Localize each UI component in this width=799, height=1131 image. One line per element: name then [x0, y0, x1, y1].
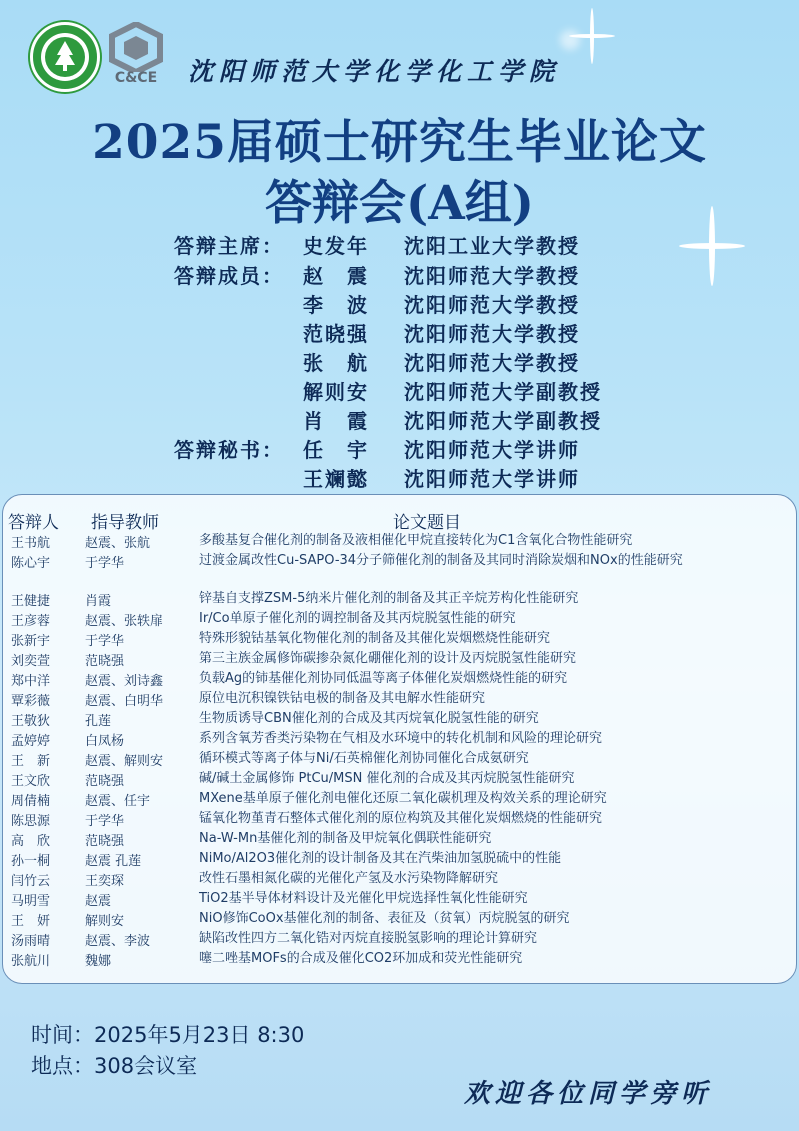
committee-member-title: 沈阳师范大学教授	[404, 351, 580, 375]
advisor-name: 赵震 孔莲	[85, 854, 142, 869]
committee-member-title: 沈阳师范大学副教授	[404, 380, 602, 404]
header-defender: 答辩人	[8, 513, 59, 533]
advisor-name: 魏娜	[85, 954, 112, 969]
defender-name: 王 新	[11, 754, 51, 769]
committee-member-title: 沈阳师范大学教授	[404, 293, 580, 317]
thesis-title: 第三主族金属修饰碳掺杂氮化硼催化剂的设计及丙烷脱氢性能研究	[199, 651, 577, 666]
committee-role-label: 答辩成员：	[174, 264, 284, 288]
cce-logo	[108, 22, 164, 88]
defender-name: 覃彩薇	[11, 694, 51, 709]
advisor-name: 赵震、解则安	[85, 754, 164, 769]
committee-member-title: 沈阳师范大学讲师	[404, 467, 580, 491]
committee-member-name: 任 宇	[303, 438, 369, 462]
advisor-name: 赵震、任宇	[85, 794, 151, 809]
advisor-name: 赵震、李波	[85, 934, 151, 949]
advisor-name: 于学华	[85, 814, 125, 829]
defender-name: 王文欣	[11, 774, 51, 789]
advisor-name: 赵震、白明华	[85, 694, 164, 709]
advisor-name: 赵震、张轶扉	[85, 614, 164, 629]
defender-name: 孙一桐	[11, 854, 51, 869]
thesis-title: 碱/碱土金属修饰 PtCu/MSN 催化剂的合成及其丙烷脱氢性能研究	[199, 771, 575, 786]
advisor-name: 于学华	[85, 634, 125, 649]
defender-name: 王书航	[11, 536, 51, 551]
advisor-name: 赵震、刘诗鑫	[85, 674, 164, 689]
school-name: 沈阳师范大学化学化工学院	[188, 57, 561, 86]
thesis-title: 系列含氧芳香类污染物在气相及水环境中的转化机制和风险的理论研究	[199, 731, 603, 746]
committee-member-name: 王斓懿	[303, 467, 369, 491]
advisor-name: 赵震、张航	[85, 536, 151, 551]
committee-member-name: 张 航	[303, 351, 369, 375]
committee-member-title: 沈阳师范大学讲师	[404, 438, 580, 462]
defender-name: 陈思源	[11, 814, 51, 829]
thesis-title: 缺陷改性四方二氧化锆对丙烷直接脱氢影响的理论计算研究	[199, 931, 538, 946]
committee-member-name: 解则安	[303, 380, 369, 404]
thesis-title: MXene基单原子催化剂电催化还原二氧化碳机理及构效关系的理论研究	[199, 791, 607, 806]
advisor-name: 范晓强	[85, 834, 125, 849]
time-info: 时间：2025年5月23日 8:30	[31, 1023, 305, 1047]
advisor-name: 于学华	[85, 556, 125, 571]
thesis-title: 锌基自支撑ZSM-5纳米片催化剂的制备及其正辛烷芳构化性能研究	[199, 591, 579, 606]
welcome-text: 欢迎各位同学旁听	[464, 1079, 713, 1109]
advisor-name: 范晓强	[85, 654, 125, 669]
header-advisor: 指导教师	[91, 513, 159, 533]
thesis-title: 负载Ag的铈基催化剂协同低温等离子体催化炭烟燃烧性能的研究	[199, 671, 568, 686]
committee-member-name: 李 波	[303, 293, 369, 317]
defender-name: 闫竹云	[11, 874, 51, 889]
defender-name: 王 妍	[11, 914, 51, 929]
committee-role-label: 答辩秘书：	[174, 438, 284, 462]
cce-logo-text: C&CE	[114, 70, 158, 86]
defender-name: 汤雨晴	[11, 934, 51, 949]
advisor-name: 赵震	[85, 894, 112, 909]
defender-name: 张新宇	[11, 634, 51, 649]
defender-name: 王健捷	[11, 594, 51, 609]
advisor-name: 范晓强	[85, 774, 125, 789]
committee-member-name: 赵 震	[303, 264, 369, 288]
thesis-title: 噻二唑基MOFs的合成及催化CO2环加成和荧光性能研究	[199, 951, 523, 966]
thesis-title: 生物质诱导CBN催化剂的合成及其丙烷氧化脱氢性能的研究	[199, 711, 539, 726]
committee-member-name: 肖 霞	[303, 409, 369, 433]
committee-role-label: 答辩主席：	[174, 234, 284, 258]
thesis-title: NiO修饰CoOx基催化剂的制备、表征及（贫氧）丙烷脱氢的研究	[199, 911, 570, 926]
defender-name: 陈心宇	[11, 556, 51, 571]
thesis-title: NiMo/Al2O3催化剂的设计制备及其在汽柴油加氢脱硫中的性能	[199, 851, 562, 866]
thesis-title: 原位电沉积镍铁钴电极的制备及其电解水性能研究	[199, 691, 486, 706]
advisor-name: 王奕琛	[85, 874, 125, 889]
thesis-title: 改性石墨相氮化碳的光催化产氢及水污染物降解研究	[199, 871, 499, 886]
committee-member-title: 沈阳工业大学教授	[404, 234, 580, 258]
committee-member-name: 范晓强	[303, 322, 369, 346]
thesis-title: 锰氧化物堇青石整体式催化剂的原位构筑及其催化炭烟燃烧的性能研究	[199, 811, 603, 826]
page-subtitle: 答辩会(A组)	[265, 176, 534, 231]
defender-name: 周倩楠	[11, 794, 51, 809]
advisor-name: 白凤杨	[85, 734, 125, 749]
advisor-name: 解则安	[85, 914, 125, 929]
defender-name: 王彦蓉	[11, 614, 51, 629]
thesis-title: 多酸基复合催化剂的制备及液相催化甲烷直接转化为C1含氧化合物性能研究	[199, 533, 633, 548]
defender-name: 郑中洋	[11, 674, 51, 689]
university-logo	[30, 22, 100, 92]
defender-name: 孟婷婷	[11, 734, 51, 749]
page-title: 2025届硕士研究生毕业论文	[92, 115, 707, 170]
committee-member-name: 史发年	[303, 234, 369, 258]
thesis-title: 循环模式等离子体与Ni/石英棉催化剂协同催化合成氨研究	[199, 751, 529, 766]
committee-member-title: 沈阳师范大学教授	[404, 264, 580, 288]
advisor-name: 肖霞	[85, 594, 112, 609]
place-info: 地点：308会议室	[31, 1054, 198, 1078]
thesis-title: 过渡金属改性Cu-SAPO-34分子筛催化剂的制备及其同时消除炭烟和NOx的性能研究	[199, 553, 683, 568]
defender-name: 刘奕萱	[11, 654, 51, 669]
defender-name: 王敬狄	[11, 714, 51, 729]
thesis-title: Ir/Co单原子催化剂的调控制备及其丙烷脱氢性能的研究	[199, 611, 516, 626]
defender-name: 马明雪	[11, 894, 51, 909]
committee-member-title: 沈阳师范大学教授	[404, 322, 580, 346]
thesis-title: Na-W-Mn基催化剂的制备及甲烷氧化偶联性能研究	[199, 831, 492, 846]
thesis-title: TiO2基半导体材料设计及光催化甲烷选择性氧化性能研究	[199, 891, 528, 906]
defender-name: 张航川	[11, 954, 51, 969]
committee-member-title: 沈阳师范大学副教授	[404, 409, 602, 433]
header-thesis-title: 论文题目	[393, 513, 461, 533]
defender-name: 高 欣	[11, 834, 51, 849]
thesis-title: 特殊形貌钴基氧化物催化剂的制备及其催化炭烟燃烧性能研究	[199, 631, 551, 646]
advisor-name: 孔莲	[85, 714, 112, 729]
